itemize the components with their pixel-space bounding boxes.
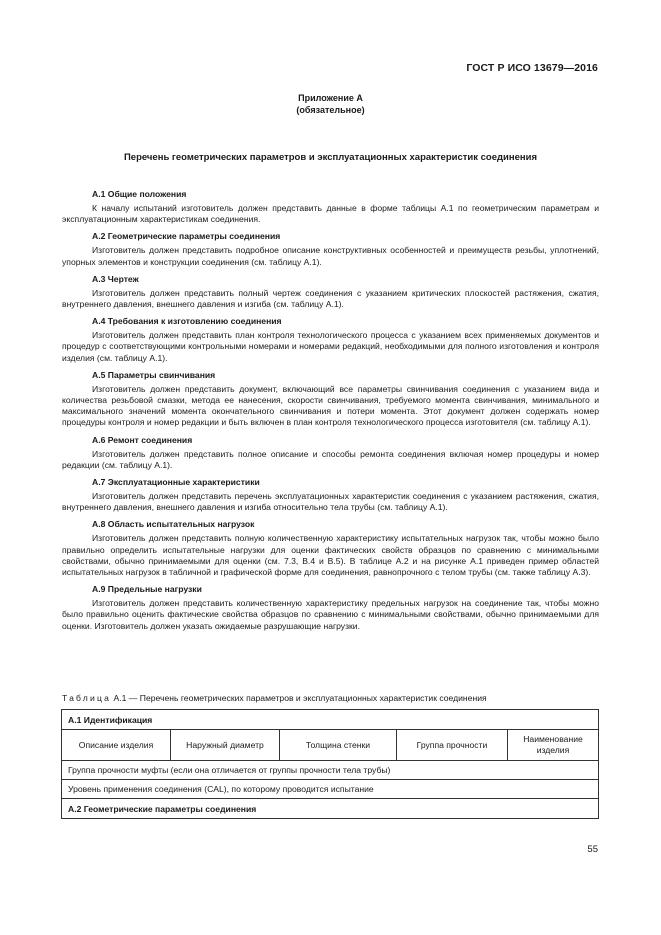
table-section-title: А.2 Геометрические параметры соединения — [62, 799, 599, 819]
table-caption — [62, 693, 599, 704]
table-caption-prefix: Таблица — [62, 693, 112, 703]
section-text: Изготовитель должен представить полный чертеж соединения с указанием критических плоскостей растяжения, сжатия, внутреннего давления, внешнего давления и изгиба (см. таблицу А.1). — [62, 287, 599, 310]
section-a1 — [62, 189, 599, 225]
standard-header: ГОСТ Р ИСО 13679—2016 — [466, 62, 598, 74]
column-cell: Толщина стенки — [280, 730, 397, 761]
column-cell: Наименование изделия — [508, 730, 599, 761]
section-text: Изготовитель должен представить полное описание и способы ремонта соединения включая номер процедуры и номер редакции (см. таблицу А.1). — [62, 448, 599, 470]
section-heading: А.5 Параметры свинчивания — [92, 369, 216, 380]
table-section-row — [62, 710, 599, 730]
table-columns-row — [62, 730, 599, 761]
appendix-title: Приложение А — [298, 93, 363, 103]
section-heading: А.9 Предельные нагрузки — [92, 584, 202, 595]
section-text: Изготовитель должен представить полную количественную характеристику испытательных нагрузок так, чтобы можно было правильно определить испытательные нагрузки для оценки фактических свойств образцов по сравнению с минимальными свойствами, обычно принимаемыми для оценки (см. 7.3, В.4 и В.5). В таблице А.2 и на рисунке А.1 приведен пример областей испытательных нагрузок в табличной и графической форме для соединения, равнопрочного с телом трубы (см. также таблицу А.3). — [62, 533, 599, 578]
table-row — [62, 780, 599, 799]
section-heading: А.2 Геометрические параметры соединения — [92, 231, 281, 242]
section-heading: А.1 Общие положения — [92, 189, 187, 199]
section-text: Изготовитель должен представить количественную характеристику предельных нагрузок на соединение так, чтобы можно было правильно оценить фактические свойства образцов по сравнению с минимальными свойствами, обычно принимаемыми для оценки. Изготовитель должен указать ожидаемые разрушающие нагрузки. — [62, 598, 599, 631]
section-heading: А.8 Область испытательных нагрузок — [92, 519, 255, 530]
section-a4 — [62, 316, 599, 364]
section-a9 — [62, 584, 599, 632]
specs-table — [61, 709, 599, 819]
section-text: Изготовитель должен представить перечень эксплуатационных характеристик соединения с указанием растяжения, сжатия, внутреннего давления, внешнего давления и изгиба относительно тела трубы (см. таблицу А.1). — [62, 491, 599, 513]
section-heading: А.7 Эксплуатационные характеристики — [92, 477, 260, 488]
section-a3 — [62, 274, 599, 310]
sections-container — [62, 183, 599, 632]
section-a2 — [62, 231, 599, 267]
column-cell: Описание изделия — [62, 730, 171, 761]
appendix-status: (обязательное) — [296, 105, 365, 115]
section-text: К началу испытаний изготовитель должен представить данные в форме таблицы А.1 по геометрическим параметрам и эксплуатационным характеристикам соединения. — [62, 203, 599, 225]
table-caption-text: А.1 — Перечень геометрических параметров и эксплуатационных характеристик соединения — [111, 693, 487, 703]
page-number: 55 — [587, 844, 598, 855]
section-a5 — [62, 370, 599, 429]
table-cell: Группа прочности муфты (если она отличается от группы прочности тела трубы) — [62, 761, 599, 780]
section-a7 — [62, 477, 599, 513]
table-section-row — [62, 799, 599, 819]
appendix-heading — [0, 92, 661, 116]
section-text: Изготовитель должен представить план контроля технологического процесса с указанием всех применяемых документов и процедур с соответствующими контрольными номерами и номерами редакций, необходимыми для полного изготовления и контроля изделия (см. таблицу А.1). — [62, 330, 599, 363]
table-cell: Уровень применения соединения (CAL), по которому проводится испытание — [62, 780, 599, 799]
main-title: Перечень геометрических параметров и эксплуатационных характеристик соединения — [123, 152, 538, 163]
section-text: Изготовитель должен представить подробное описание конструктивных особенностей и преимуществ резьбы, уплотнений, упорных элементов и конструкции соединения (см. таблицу А.1). — [62, 245, 599, 267]
column-cell: Группа прочности — [397, 730, 508, 761]
table-section-title: А.1 Идентификация — [62, 710, 599, 730]
section-a8 — [62, 519, 599, 578]
section-heading: А.4 Требования к изготовлению соединения — [92, 316, 282, 327]
section-a6 — [62, 435, 599, 471]
table-row — [62, 761, 599, 780]
column-cell: Наружный диаметр — [171, 730, 280, 761]
section-text: Изготовитель должен представить документ, включающий все параметры свинчивания соединения с указанием вида и количества резьбовой смазки, метода ее нанесения, скорости свинчивания, требуемого момента свинчивания, минимального и максимального значений момента окончательного свинчивания и потери момента. Этот документ должен содержать номер процедуры контроля и номер редакции и быть включен в план контроля технологического процесса изготовителя (см. таблицу А.1). — [62, 383, 599, 428]
section-heading: А.6 Ремонт соединения — [92, 434, 193, 445]
section-heading: А.3 Чертеж — [92, 273, 139, 284]
